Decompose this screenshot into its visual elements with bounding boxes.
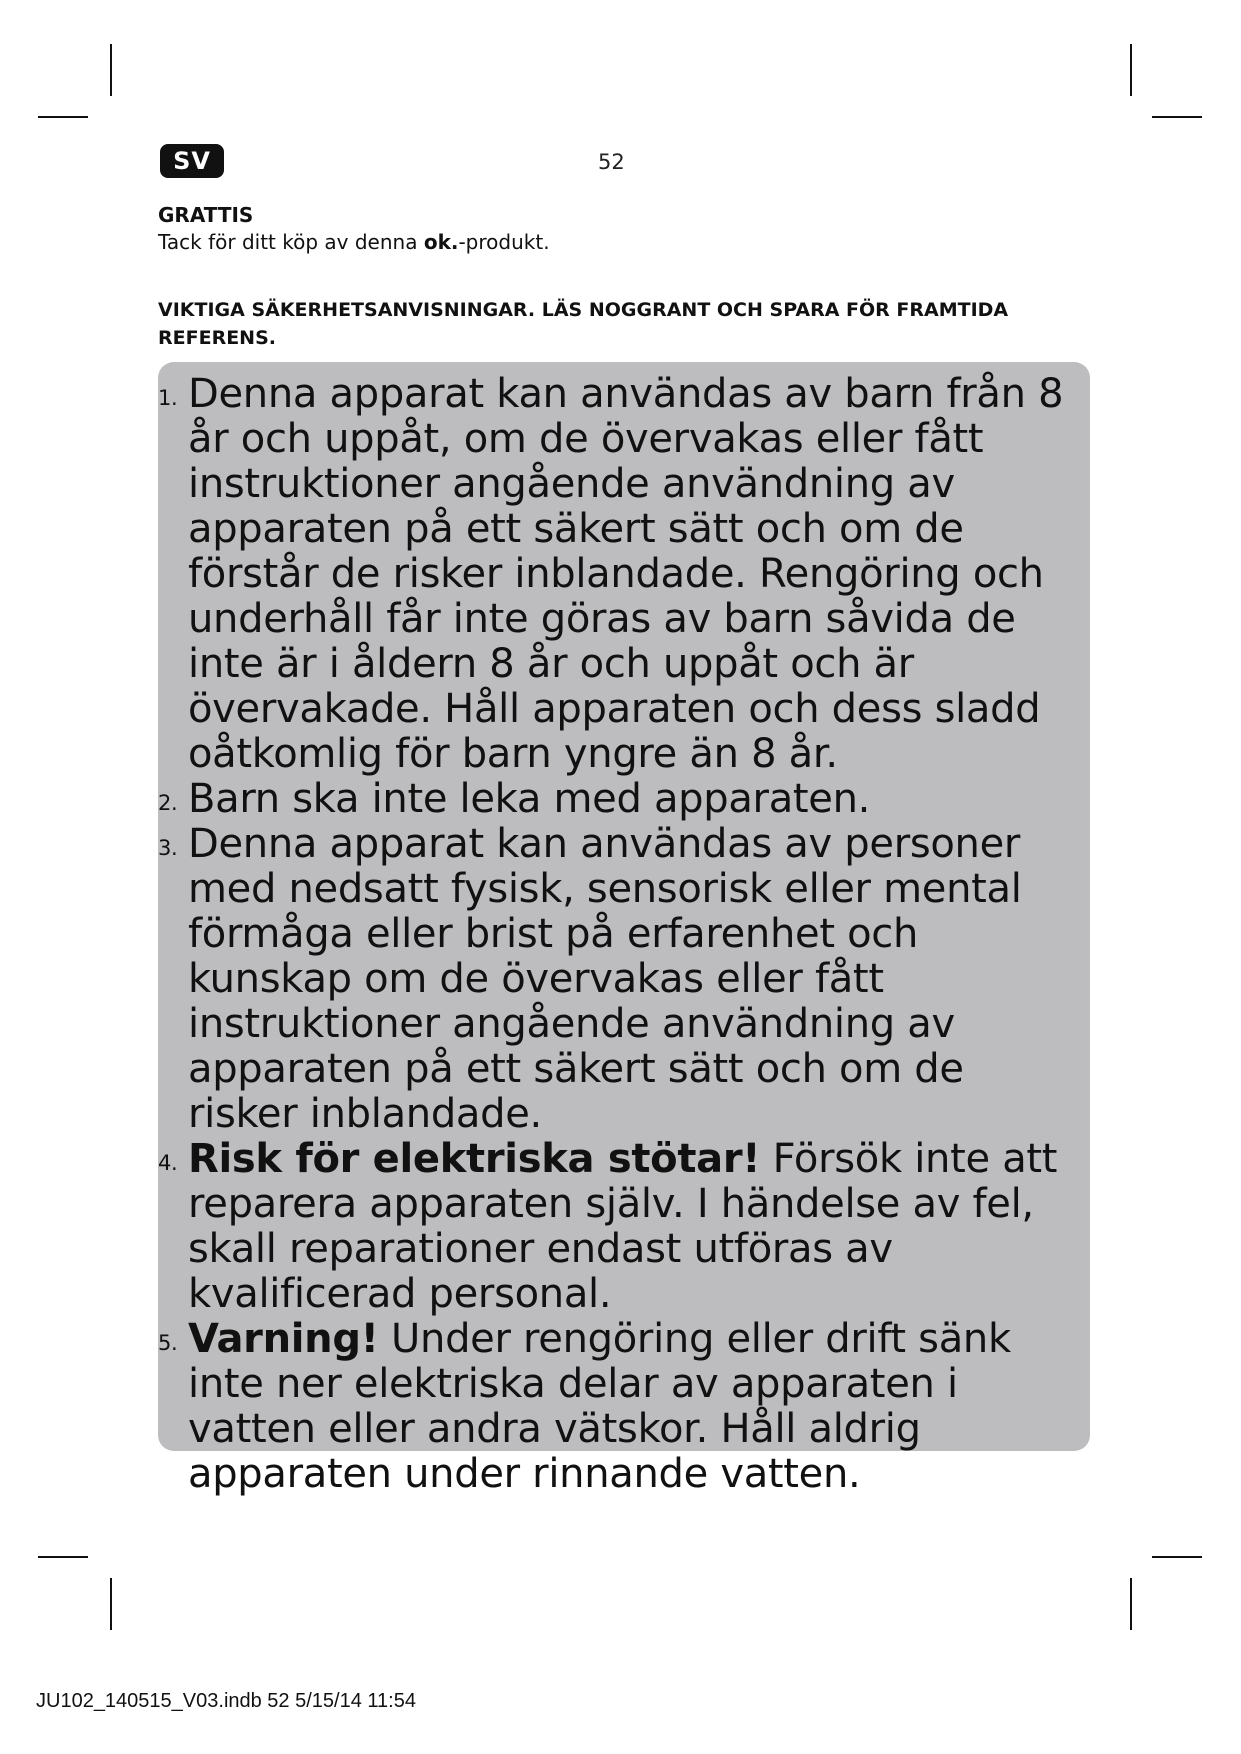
crop-mark-top-right-horizontal: [1152, 116, 1202, 118]
item-text: [188, 1136, 1057, 1317]
item-bold: Varning!: [188, 1316, 379, 1362]
thanks-suffix: -produkt.: [458, 230, 550, 254]
thanks-line: [158, 230, 550, 254]
safety-item-1: [158, 371, 1074, 777]
brand-name: ok.: [423, 230, 459, 254]
safety-warning-box: [158, 362, 1090, 1497]
item-number: 4.: [158, 1151, 178, 1175]
safety-warning-list: [158, 371, 1074, 1497]
item-number: 1.: [158, 386, 178, 410]
item-number: 5.: [158, 1331, 178, 1355]
crop-mark-top-right-vertical: [1130, 44, 1132, 96]
page-number: 52: [598, 150, 625, 174]
safety-item-4: [158, 1136, 1074, 1317]
crop-mark-bottom-right-horizontal: [1152, 1556, 1202, 1558]
print-file-info: JU102_140515_V03.indb 52 5/15/14 11:54: [36, 1690, 416, 1712]
item-number: 2.: [158, 791, 178, 815]
item-body: Denna apparat kan användas av personer med nedsatt fysisk, sensorisk eller mental förmåga eller brist på erfarenhet och kunskap om de övervakas eller fått instruktioner angående användning av apparaten på ett säkert sätt och om de risker inblandade.: [188, 821, 1022, 1137]
item-text: [188, 371, 1063, 777]
congratulations-heading: GRATTIS: [158, 203, 254, 227]
item-bold: Risk för elektriska stötar!: [188, 1136, 761, 1182]
crop-mark-bottom-right-vertical: [1130, 1578, 1132, 1630]
item-text: [188, 1316, 1011, 1497]
crop-mark-bottom-left-horizontal: [38, 1556, 88, 1558]
safety-item-5: [158, 1316, 1074, 1497]
safety-instructions-heading: VIKTIGA SÄKERHETSANVISNINGAR. LÄS NOGGRANT OCH SPARA FÖR FRAMTIDA REFERENS.: [158, 299, 1009, 349]
item-body: Försök inte att reparera apparaten själv. I händelse av fel, skall reparationer endast utföras av kvalificerad personal.: [188, 1136, 1058, 1317]
safety-item-3: [158, 821, 1074, 1137]
item-body: Under rengöring eller drift sänk inte ner elektriska delar av apparaten i vatten eller andra vätskor. Håll aldrig apparaten under rinnande vatten.: [188, 1316, 1011, 1497]
item-body: Denna apparat kan användas av barn från 8 år och uppåt, om de övervakas eller fått instruktioner angående användning av apparaten på ett säkert sätt och om de förstår de risker inblandade. Rengöring och underhåll får inte göras av barn såvida de inte är i åldern 8 år och uppåt och är övervakade. Håll apparaten och dess sladd oåtkomlig för barn yngre än 8 år.: [188, 371, 1064, 777]
language-badge: SV: [160, 144, 224, 178]
thanks-prefix: Tack för ditt köp av denna: [158, 230, 424, 254]
crop-mark-bottom-left-vertical: [110, 1578, 112, 1630]
item-body: Barn ska inte leka med apparaten.: [188, 776, 871, 822]
crop-mark-top-left-vertical: [110, 44, 112, 96]
item-number: 3.: [158, 836, 178, 860]
safety-item-2: [158, 776, 1074, 822]
item-text: [188, 776, 870, 822]
crop-mark-top-left-horizontal: [38, 116, 88, 118]
item-text: [188, 821, 1022, 1137]
